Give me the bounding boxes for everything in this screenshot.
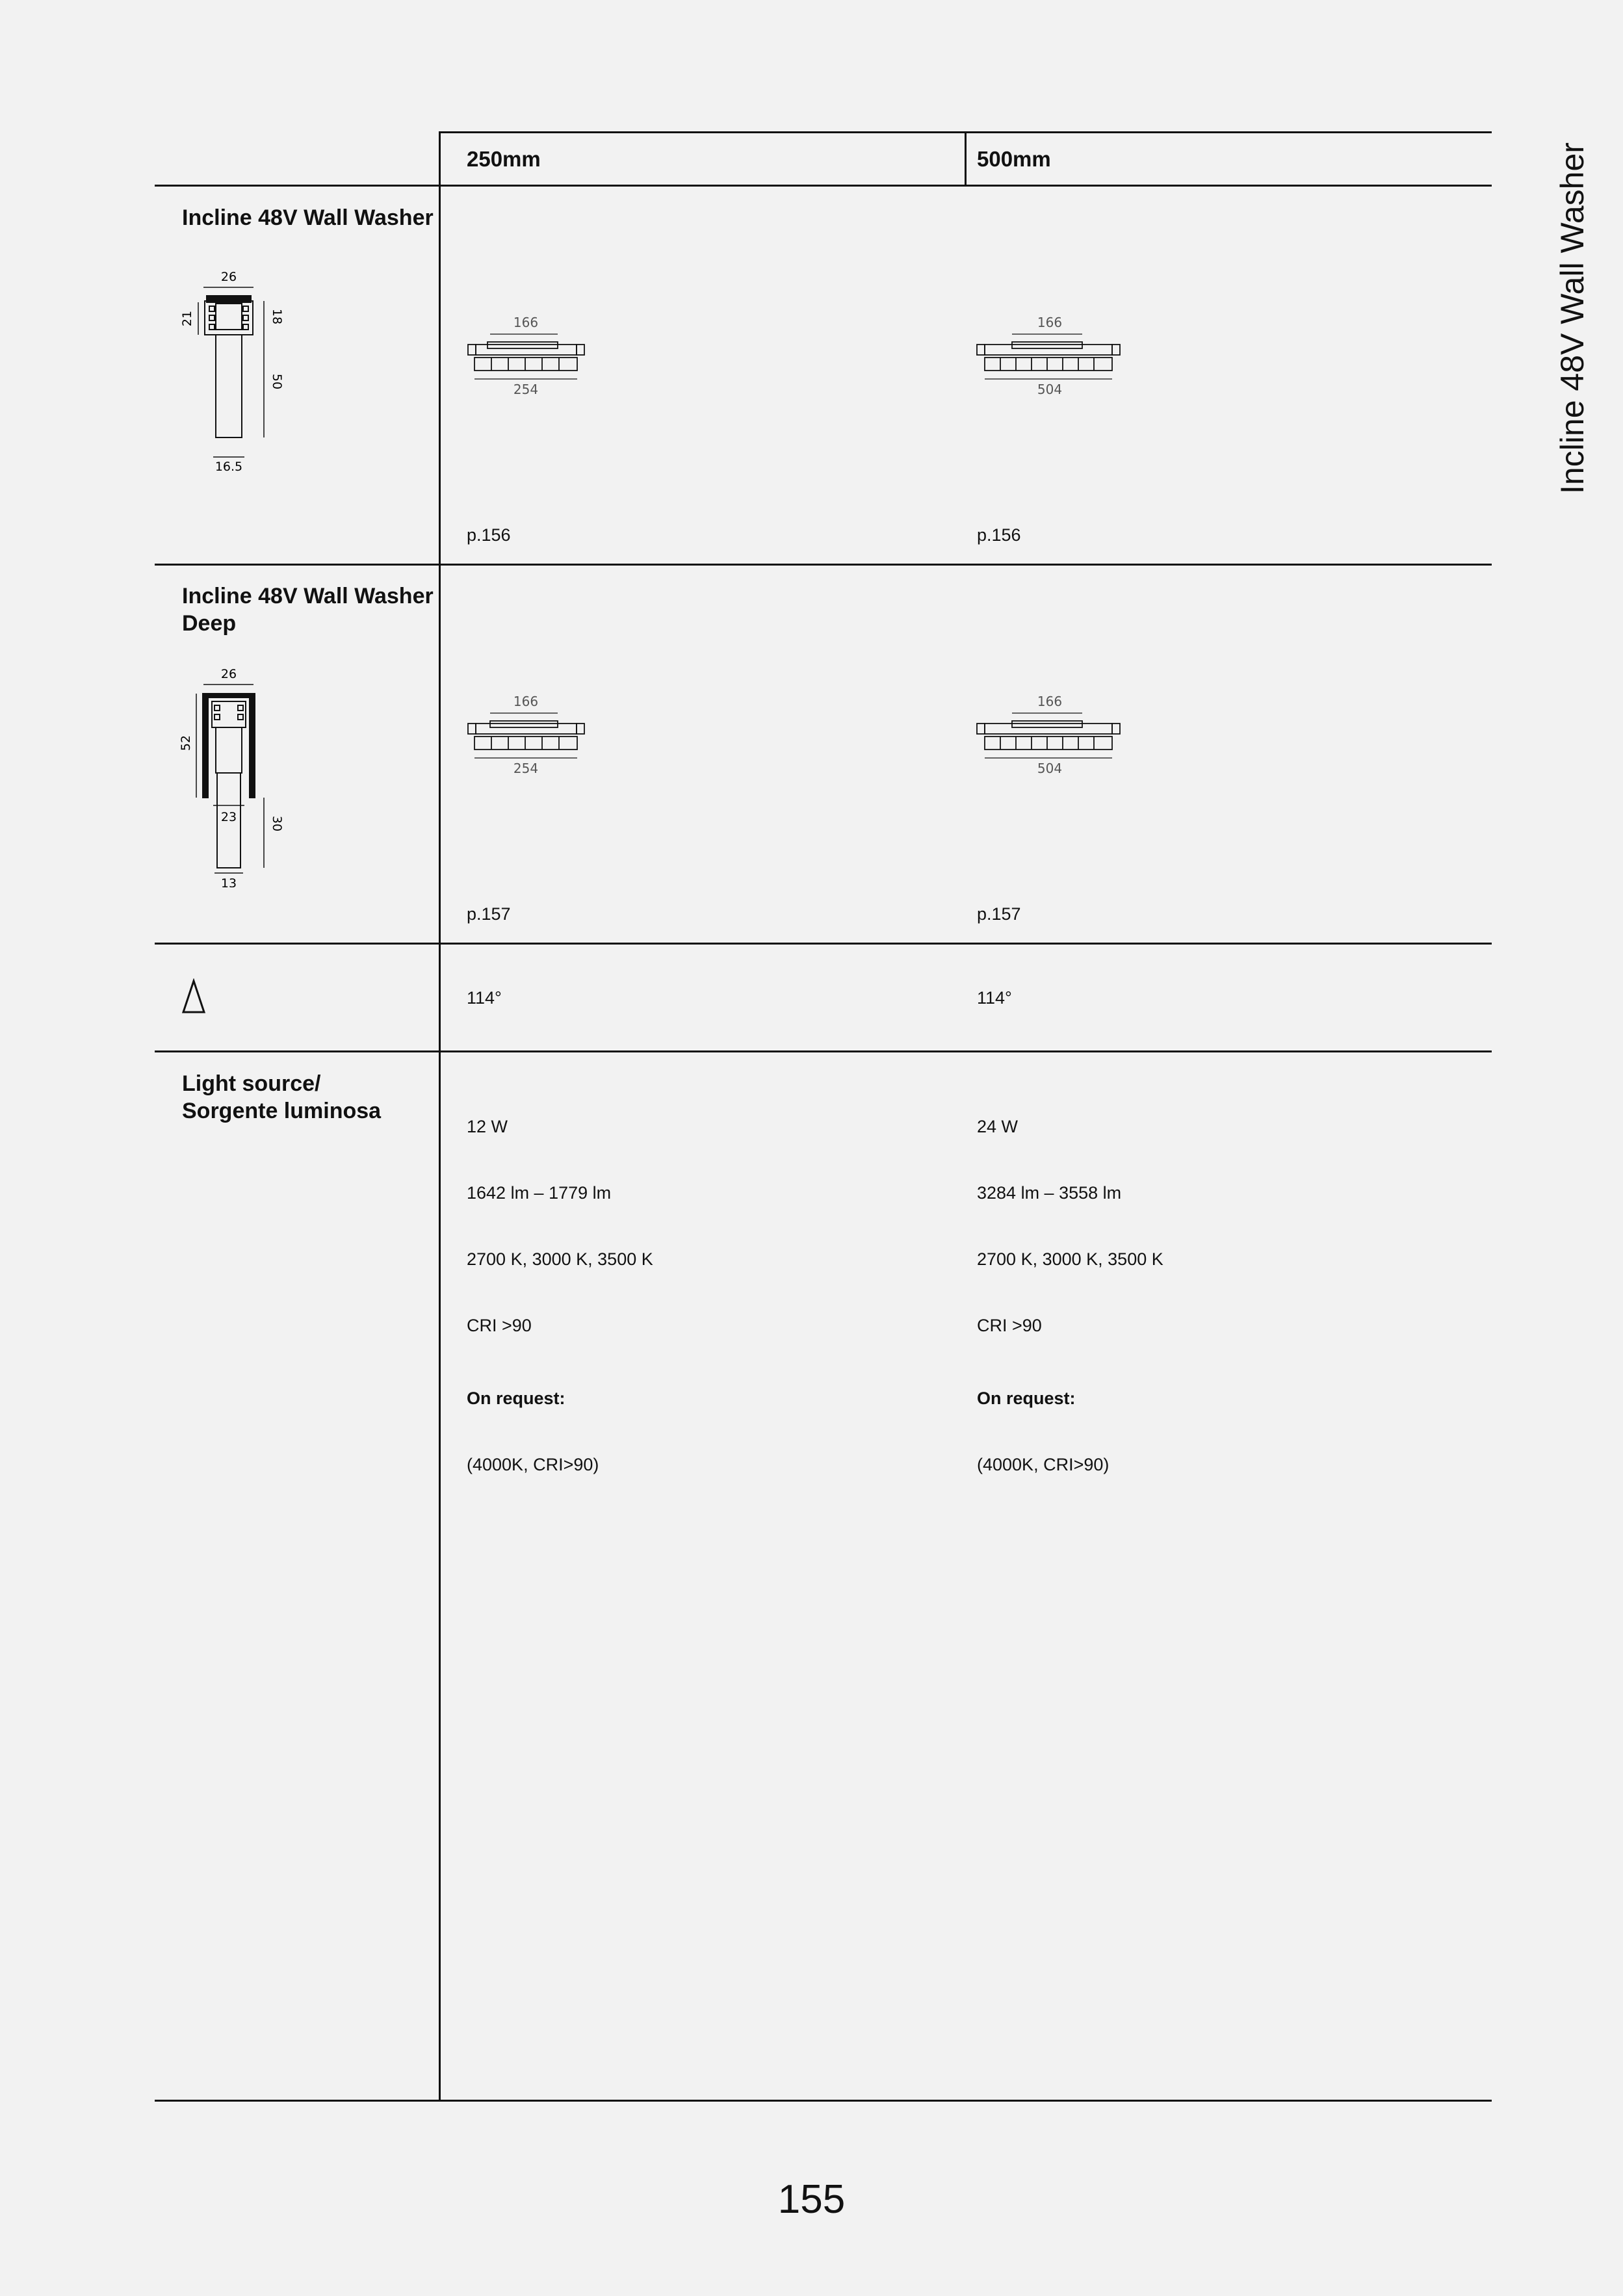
beam-angle-500: 114°: [977, 988, 1012, 1008]
column-header-250: 250mm: [467, 147, 541, 171]
lumen: 1642 lm – 1779 lm: [467, 1183, 612, 1203]
profile-dim-height-right: 18: [270, 308, 284, 325]
fixture-plan-500-row2: [973, 690, 1129, 781]
table-bottom-rule: [155, 2100, 1492, 2102]
fixture-plan-500-row1: [973, 311, 1129, 402]
profile-dim-bottom: 16.5: [214, 460, 243, 474]
row1-bottom-rule: [155, 564, 1492, 566]
profile-dim-length: 50: [270, 373, 284, 390]
fixture-bottom-dim: 504: [1037, 761, 1063, 776]
page-ref-250-row2: p.157: [467, 904, 511, 924]
row-title-wall-washer-deep: Incline 48V Wall Washer Deep: [182, 584, 434, 636]
profile-dim-bottom: 13: [220, 876, 237, 887]
cri: CRI >90: [467, 1316, 532, 1335]
row-title-light-source: Light source/ Sorgente luminosa: [182, 1071, 382, 1123]
fixture-bottom-dim: 254: [513, 382, 539, 397]
cri: CRI >90: [977, 1316, 1042, 1335]
fixture-top-dim: 166: [513, 315, 539, 330]
first-column-rule: [439, 131, 441, 2102]
fixture-plan-250-row2: [463, 690, 593, 781]
cct: 2700 K, 3000 K, 3500 K: [467, 1249, 653, 1269]
fixture-top-dim: 166: [1037, 315, 1063, 330]
on-request-label: On request:: [977, 1389, 1076, 1408]
fixture-top-dim: 166: [513, 694, 539, 709]
profile-dim-width: 26: [220, 667, 237, 681]
page-number: 155: [777, 2177, 846, 2222]
power: 24 W: [977, 1117, 1019, 1136]
light-spec-250: [467, 1071, 653, 1498]
page-ref-250-row1: p.156: [467, 525, 511, 545]
page-ref-500-row1: p.156: [977, 525, 1021, 545]
page-ref-500-row2: p.157: [977, 904, 1021, 924]
header-column-divider: [965, 131, 967, 186]
cct: 2700 K, 3000 K, 3500 K: [977, 1249, 1163, 1269]
fixture-bottom-dim: 504: [1037, 382, 1063, 397]
profile-dim-height-right: 30: [270, 815, 284, 832]
on-request: (4000K, CRI>90): [977, 1455, 1110, 1474]
lumen: 3284 lm – 3558 lm: [977, 1183, 1122, 1203]
row3-bottom-rule: [155, 1050, 1492, 1052]
profile-dim-width: 26: [220, 270, 237, 284]
on-request: (4000K, CRI>90): [467, 1455, 599, 1474]
fixture-bottom-dim: 254: [513, 761, 539, 776]
column-header-500: 500mm: [977, 147, 1051, 171]
side-title: Incline 48V Wall Washer: [1554, 142, 1591, 494]
profile-dim-inner: 23: [220, 810, 237, 824]
beam-angle-icon: [181, 978, 207, 1015]
fixture-plan-250-row1: [463, 311, 593, 402]
profile-dim-height-left: 52: [179, 735, 193, 751]
row2-bottom-rule: [155, 943, 1492, 945]
row-title-wall-washer: Incline 48V Wall Washer: [182, 205, 434, 230]
profile-section-drawing-deep: [175, 660, 292, 887]
fixture-top-dim: 166: [1037, 694, 1063, 709]
light-spec-500: [977, 1071, 1163, 1498]
profile-dim-height-left: 21: [180, 310, 194, 327]
header-bottom-rule: [155, 185, 1492, 187]
power: 12 W: [467, 1117, 508, 1136]
on-request-label: On request:: [467, 1389, 565, 1408]
profile-section-drawing: [175, 263, 292, 478]
beam-angle-250: 114°: [467, 988, 502, 1008]
